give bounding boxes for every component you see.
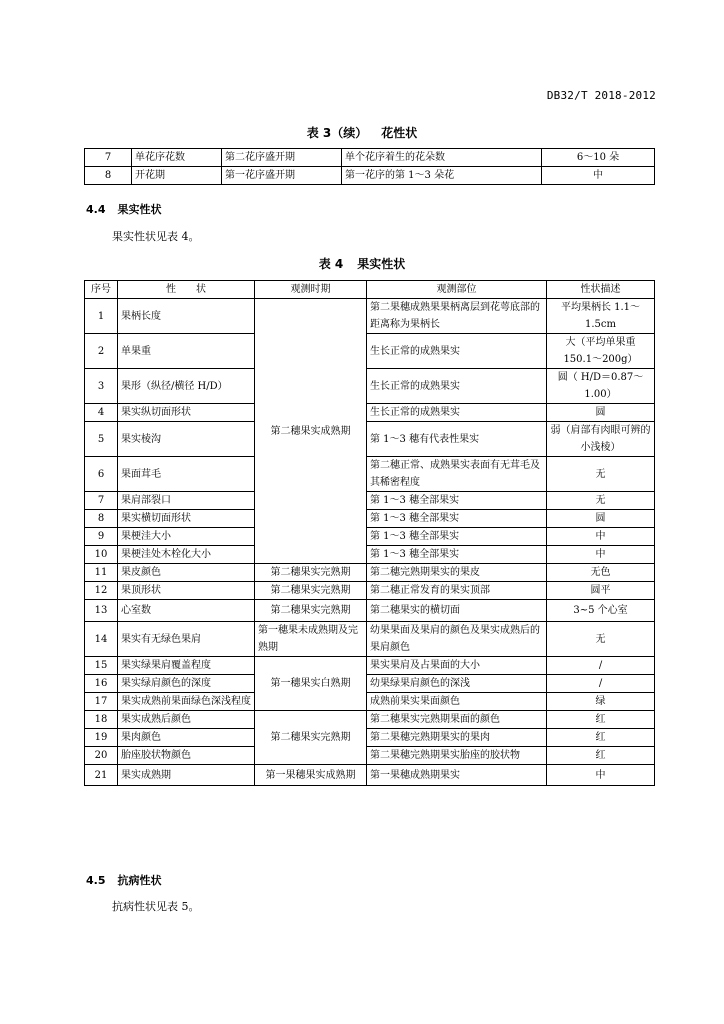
table-row [85,622,655,657]
table-row [85,747,655,765]
trait-description: 弱（肩部有肉眼可辨的小浅棱） [547,422,655,457]
table-row [85,600,655,622]
trait-description: / [547,657,655,675]
observation-period: 第二花序盛开期 [222,149,342,167]
trait-name: 心室数 [118,600,255,622]
trait-description: 红 [547,729,655,747]
table-row [85,334,655,369]
trait-name: 果肉颜色 [118,729,255,747]
trait-description: 无 [547,457,655,492]
table4-caption-title: 果实性状 [357,257,406,271]
observation-period: 第一穗果未成熟期及完熟期 [255,622,367,657]
observation-part: 第 1～3 穗全部果实 [367,492,547,510]
row-number: 12 [85,582,118,600]
row-number: 11 [85,564,118,582]
trait-name: 果形（纵径/横径 H/D） [118,369,255,404]
trait-description: 大（平均单果重 150.1～200g） [547,334,655,369]
table-row [85,457,655,492]
observation-part: 第二果穗完熟期果实的果肉 [367,729,547,747]
section-number: 4.4 [86,203,106,216]
trait-description: 红 [547,747,655,765]
observation-part: 生长正常的成熟果实 [367,369,547,404]
table-row [85,167,655,185]
trait-description: 平均果柄长 1.1～1.5cm [547,299,655,334]
trait-description: 圆（ H/D＝0.87～1.00） [547,369,655,404]
trait-description: 绿 [547,693,655,711]
trait-name: 果实成熟后颜色 [118,711,255,729]
row-number: 17 [85,693,118,711]
row-number: 16 [85,675,118,693]
trait-description: 红 [547,711,655,729]
trait-description: 中 [547,546,655,564]
trait-name: 单花序花数 [132,149,222,167]
table-row [85,299,655,334]
table-row [85,582,655,600]
trait-name: 胎座胶状物颜色 [118,747,255,765]
trait-description: 无 [547,622,655,657]
trait-description: 中 [547,528,655,546]
row-number: 14 [85,622,118,657]
row-number: 9 [85,528,118,546]
table-row [85,711,655,729]
table-row [85,510,655,528]
table-row [85,564,655,582]
section-4-5-paragraph: 抗病性状见表 5。 [112,900,200,913]
section-4-5-heading [86,872,162,888]
row-number: 3 [85,369,118,404]
observation-part: 第二穗正常发育的果实顶部 [367,582,547,600]
trait-name: 果肩部裂口 [118,492,255,510]
row-number: 7 [85,492,118,510]
table3-caption-title: 花性状 [381,126,418,140]
section-number: 4.5 [86,874,106,887]
trait-name: 果梗洼处木栓化大小 [118,546,255,564]
table-row [85,149,655,167]
trait-name: 果实绿果肩覆盖程度 [118,657,255,675]
section-title: 抗病性状 [117,874,162,887]
row-number: 4 [85,404,118,422]
observation-part: 第二果穗完熟期果实胎座的胶状物 [367,747,547,765]
trait-description: 圆 [547,404,655,422]
trait-name: 果面茸毛 [118,457,255,492]
document-code: DB32/T 2018-2012 [546,89,656,102]
trait-name: 果实横切面形状 [118,510,255,528]
observation-part: 生长正常的成熟果实 [367,404,547,422]
section-title: 果实性状 [117,203,162,216]
observation-part: 生长正常的成熟果实 [367,334,547,369]
observation-period: 第二穗果实完熟期 [255,711,367,765]
trait-name: 果实有无绿色果肩 [118,622,255,657]
trait-description: 中 [542,167,655,185]
trait-name: 果实绿肩颜色的深度 [118,675,255,693]
row-number: 18 [85,711,118,729]
row-number: 6 [85,457,118,492]
trait-description: 3~5 个心室 [547,600,655,622]
observation-part: 第一果穗成熟期果实 [367,765,547,786]
observation-part: 幼果果面及果肩的颜色及果实成熟后的果肩颜色 [367,622,547,657]
table-row [85,369,655,404]
observation-period: 第一穗果实白熟期 [255,657,367,711]
trait-description: 圆平 [547,582,655,600]
row-number: 20 [85,747,118,765]
observation-part: 幼果绿果肩颜色的深浅 [367,675,547,693]
table-header-row [85,281,655,299]
trait-name: 果皮颜色 [118,564,255,582]
header-trait: 性 状 [118,281,255,299]
observation-part: 果实果肩及占果面的大小 [367,657,547,675]
trait-description: / [547,675,655,693]
observation-part: 第 1～3 穗全部果实 [367,546,547,564]
table-row [85,404,655,422]
section-4-4-heading [86,201,162,217]
trait-name: 果柄长度 [118,299,255,334]
table3-caption-number: 表 3（续） [306,126,368,140]
header-part: 观测部位 [367,281,547,299]
row-number: 8 [85,510,118,528]
observation-period: 第二穗果实完熟期 [255,582,367,600]
row-number: 21 [85,765,118,786]
row-number: 8 [85,167,132,185]
table3-caption [0,124,724,141]
row-number: 5 [85,422,118,457]
trait-name: 果实成熟前果面绿色深浅程度 [118,693,255,711]
trait-name: 果实成熟期 [118,765,255,786]
observation-period: 第二穗果实完熟期 [255,600,367,622]
observation-period: 第一果穗果实成熟期 [255,765,367,786]
row-number: 15 [85,657,118,675]
table-row [85,657,655,675]
section-4-4-paragraph: 果实性状见表 4。 [112,230,200,243]
trait-name: 单果重 [118,334,255,369]
table-row [85,729,655,747]
row-number: 13 [85,600,118,622]
row-number: 7 [85,149,132,167]
row-number: 1 [85,299,118,334]
table-row [85,765,655,786]
table-row [85,675,655,693]
observation-part: 单个花序着生的花朵数 [342,149,542,167]
row-number: 10 [85,546,118,564]
row-number: 19 [85,729,118,747]
observation-part: 第 1～3 穗有代表性果实 [367,422,547,457]
observation-period: 第一花序盛开期 [222,167,342,185]
row-number: 2 [85,334,118,369]
trait-name: 果实棱沟 [118,422,255,457]
trait-description: 无色 [547,564,655,582]
trait-name: 果实纵切面形状 [118,404,255,422]
observation-part: 成熟前果实果面颜色 [367,693,547,711]
observation-part: 第 1～3 穗全部果实 [367,528,547,546]
table-row [85,422,655,457]
observation-period: 第二穗果实完熟期 [255,564,367,582]
trait-description: 中 [547,765,655,786]
observation-part: 第二穗完熟期果实的果皮 [367,564,547,582]
header-number: 序号 [85,281,118,299]
table-row [85,528,655,546]
table3-flower-traits [84,148,655,185]
table-row [85,546,655,564]
observation-part: 第二穗正常、成熟果实表面有无茸毛及其稀密程度 [367,457,547,492]
trait-name: 开花期 [132,167,222,185]
observation-period: 第二穗果实成熟期 [255,299,367,564]
observation-part: 第 1～3 穗全部果实 [367,510,547,528]
trait-description: 圆 [547,510,655,528]
table-row [85,492,655,510]
trait-name: 果顶形状 [118,582,255,600]
table-row [85,693,655,711]
observation-part: 第一花序的第 1～3 朵花 [342,167,542,185]
observation-part: 第二穗果实完熟期果面的颜色 [367,711,547,729]
observation-part: 第二穗果实的横切面 [367,600,547,622]
trait-name: 果梗洼大小 [118,528,255,546]
table4-caption [0,255,724,272]
observation-part: 第二果穗成熟果果柄离层到花萼底部的距离称为果柄长 [367,299,547,334]
trait-description: 无 [547,492,655,510]
table4-fruit-traits [84,280,655,786]
table4-caption-number: 表 4 [318,257,344,271]
trait-description: 6～10 朵 [542,149,655,167]
header-description: 性状描述 [547,281,655,299]
header-period: 观测时期 [255,281,367,299]
